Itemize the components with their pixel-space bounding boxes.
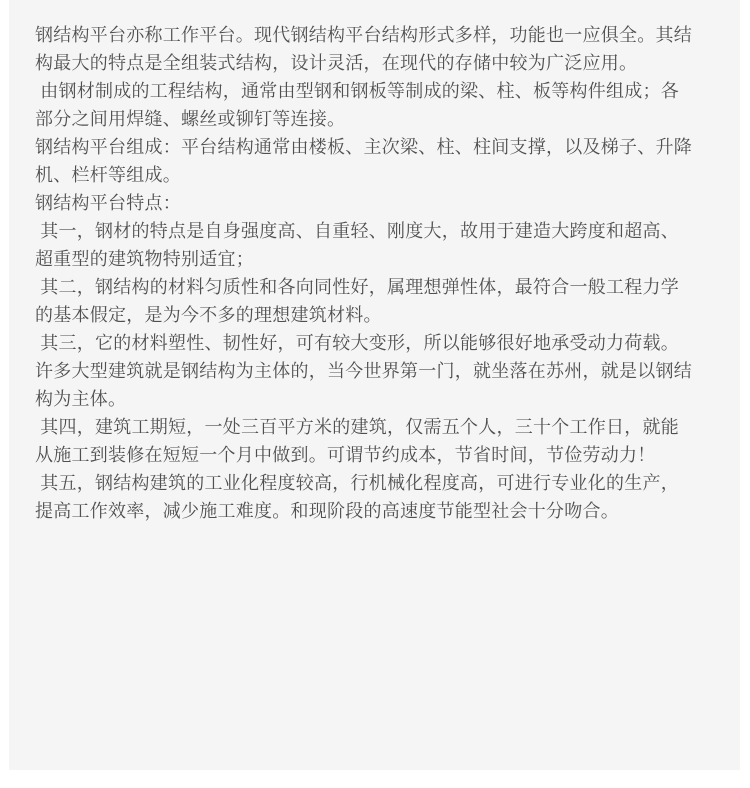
paragraph-intro: 钢结构平台亦称工作平台。现代钢结构平台结构形式多样，功能也一应俱全。其结构最大的特点是全组装式结构，设计灵活，在现代的存储中较为广泛应用。 [35, 25, 692, 73]
paragraph-feature-5: 其五，钢结构建筑的工业化程度较高，行机械化程度高，可进行专业化的生产，提高工作效率，减少施工难度。和现阶段的高速度节能型社会十分吻合。 [35, 473, 680, 521]
paragraph-feature-4: 其四，建筑工期短，一处三百平方米的建筑，仅需五个人，三十个工作日，就能从施工到装修在短短一个月中做到。可谓节约成本，节省时间，节俭劳动力！ [35, 417, 680, 465]
article-panel [9, 0, 740, 770]
paragraph-feature-2: 其二，钢结构的材料匀质性和各向同性好，属理想弹性体，最符合一般工程力学的基本假定，是为今不多的理想建筑材料。 [35, 277, 680, 325]
paragraph-composition: 钢结构平台组成：平台结构通常由楼板、主次梁、柱、柱间支撑，以及梯子、升降机、栏杆等组成。 [35, 137, 692, 185]
paragraph-feature-1: 其一，钢材的特点是自身强度高、自重轻、刚度大，故用于建造大跨度和超高、超重型的建筑物特别适宜； [35, 221, 680, 269]
features-heading: 钢结构平台特点： [35, 193, 181, 213]
paragraph-engineering: 由钢材制成的工程结构，通常由型钢和钢板等制成的梁、柱、板等构件组成；各部分之间用焊缝、螺丝或铆钉等连接。 [35, 81, 680, 129]
paragraph-feature-3: 其三，它的材料塑性、韧性好，可有较大变形，所以能够很好地承受动力荷载。许多大型建筑就是钢结构为主体的，当今世界第一门，就坐落在苏州，就是以钢结构为主体。 [35, 333, 692, 409]
